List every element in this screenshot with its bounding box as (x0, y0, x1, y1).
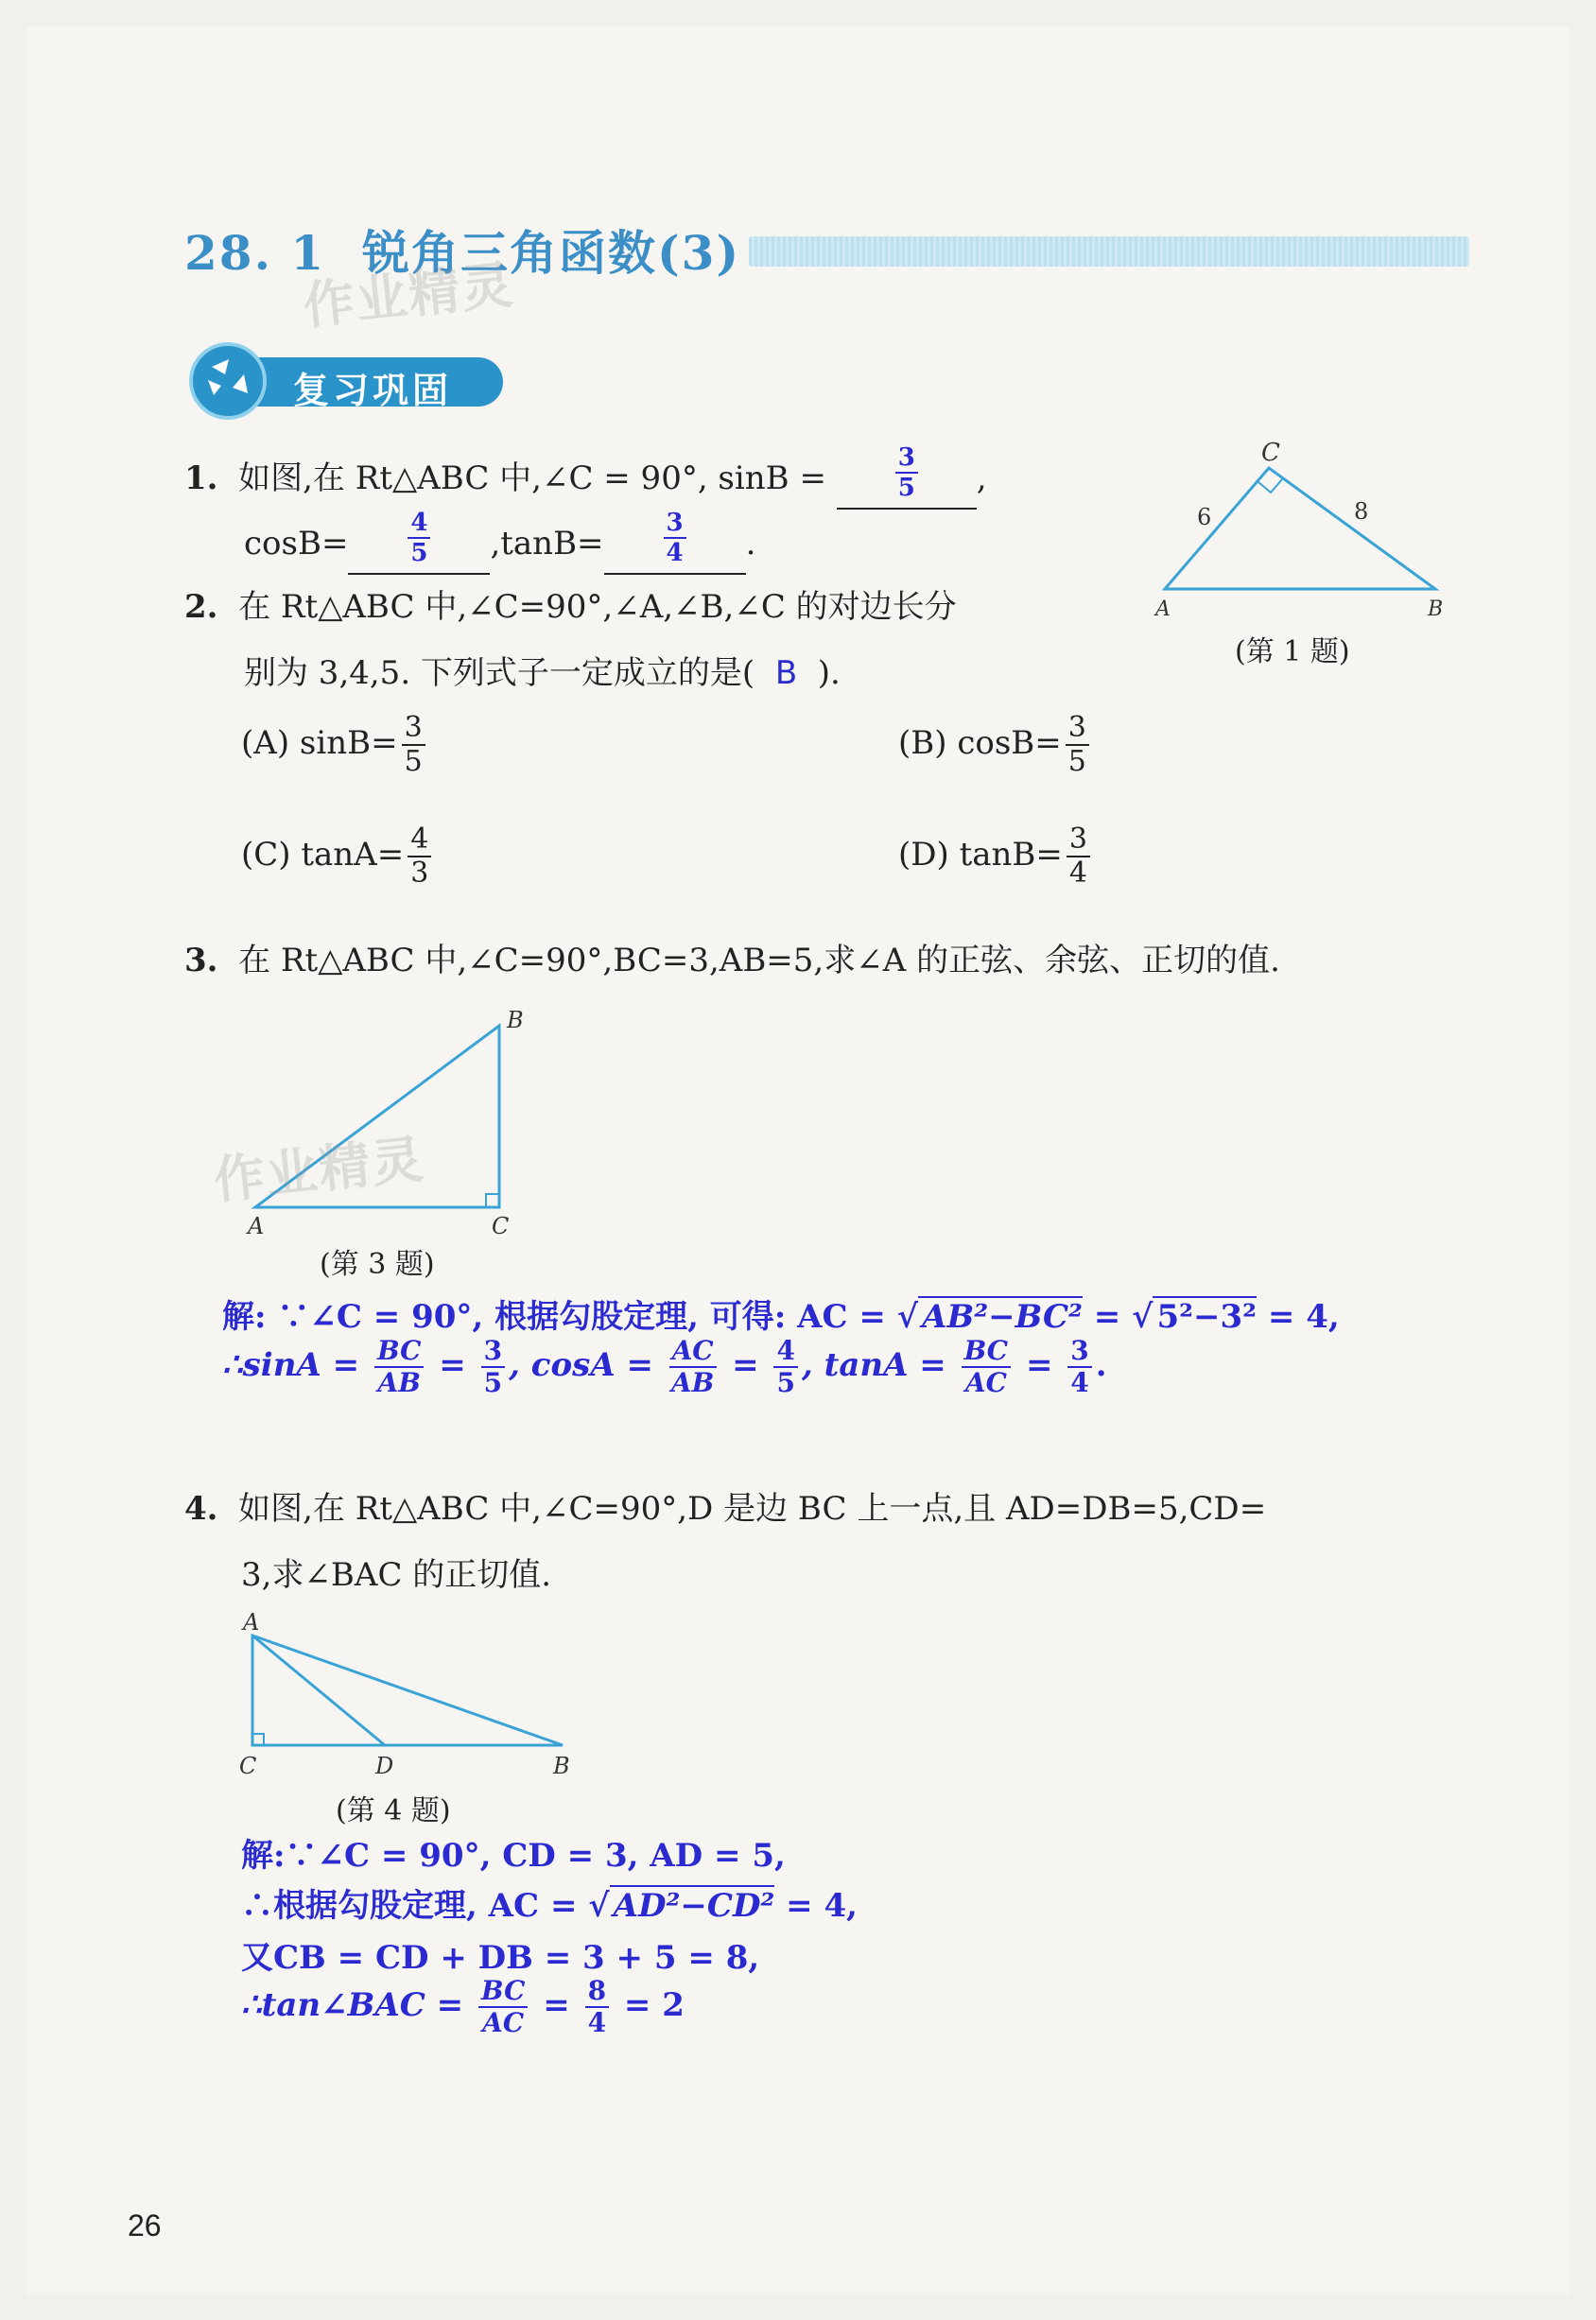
q4-figure (232, 1607, 591, 1777)
q1-side-cb: 8 (1354, 498, 1369, 525)
q4-right-angle-mark (252, 1734, 264, 1745)
q3-label-B: B (507, 1007, 524, 1033)
q2-option-a: (A) sinB= $\frac{3}{5}$ (241, 714, 429, 776)
q1-label-C: C (1261, 439, 1280, 467)
q1-sinB-blank: $\frac{3}{5}$ (837, 453, 977, 510)
title-decor-bar (749, 236, 1469, 267)
q2-answer: B (774, 654, 798, 692)
recycle-icon (193, 346, 263, 416)
q3-right-angle-mark (486, 1194, 499, 1207)
q3-solution-line2: ∴sinA = $\frac{BC}{AB}$ = $\frac{3}{5}$ , cosA = $\frac{AC}{AB}$ = $\frac{4}{5}$ , tanA = $\frac{BC}{AC}$ = $\frac{3}{4}$ . (222, 1335, 1107, 1398)
q4-label-A: A (243, 1609, 260, 1636)
q1-figure (1154, 430, 1475, 619)
q4-label-B: B (553, 1753, 570, 1777)
q4-triangle (252, 1636, 563, 1745)
q4-solution-line4: ∴tan∠BAC = $\frac{BC}{AC}$ = $\frac{8}{4}$ = 2 (241, 1975, 685, 2038)
q3-text: 3. 在 Rt△ABC 中,∠C=90°,BC=3,AB=5,求∠A 的正弦、余弦、正切的值. (184, 942, 1280, 979)
q1-line1: 1. 如图,在 Rt△ABC 中,∠C = 90°, sinB = $\frac{3}{5}$ , (184, 452, 987, 510)
q1-label-A: A (1155, 597, 1171, 619)
q1-cosB-blank: $\frac{4}{5}$ (348, 518, 490, 575)
q4-line1: 4. 如图,在 Rt△ABC 中,∠C=90°,D 是边 BC 上一点,且 AD=DB=5,CD= (184, 1490, 1267, 1528)
watermark-2: 作业精灵 (210, 1129, 428, 1211)
q2-line2: 别为 3,4,5. 下列式子一定成立的是( B ). (244, 654, 841, 692)
watermark: 作业精灵 (300, 254, 518, 337)
q2-option-b: (B) cosB= $\frac{3}{5}$ (898, 714, 1093, 776)
q4-solution-line1: 解:∵∠C = 90°, CD = 3, AD = 5, (241, 1837, 786, 1875)
section-title: 28. 1 锐角三角函数(3) (184, 225, 741, 281)
q3-solution-line1: 解: ∵∠C = 90°, 根据勾股定理, 可得: AC = √ AB²−BC² = √ 5²−3² = 4, (222, 1298, 1340, 1336)
q3-label-A: A (248, 1213, 265, 1239)
q2-option-c: (C) tanA= $\frac{4}{3}$ (241, 825, 435, 888)
q4-solution-line2: ∴根据勾股定理, AC = √ AD²−CD² = 4, (241, 1887, 858, 1925)
badge-icon (189, 342, 267, 420)
q1-tanB-blank: $\frac{3}{4}$ (604, 518, 746, 575)
q1-right-angle-mark (1258, 479, 1282, 493)
q1-caption: (第 1 题) (1235, 635, 1350, 668)
q4-label-C: C (239, 1753, 257, 1777)
q1-side-ac: 6 (1197, 504, 1212, 530)
q4-segment-ad (252, 1636, 385, 1745)
q4-line2: 3,求∠BAC 的正切值. (241, 1556, 552, 1594)
q3-label-C: C (492, 1213, 510, 1239)
q4-solution-line3: 又CB = CD + DB = 3 + 5 = 8, (241, 1939, 760, 1977)
badge-label: 复习巩固 (293, 370, 453, 411)
q3-caption: (第 3 题) (320, 1248, 435, 1281)
q2-option-d: (D) tanB= $\frac{3}{4}$ (898, 825, 1094, 888)
q1-label-B: B (1428, 597, 1444, 619)
q4-label-D: D (375, 1753, 394, 1777)
q2-line1: 2. 在 Rt△ABC 中,∠C=90°,∠A,∠B,∠C 的对边长分 (184, 588, 957, 626)
q1-line2: cosB= $\frac{4}{5}$ ,tanB= $\frac{3}{4}$ . (244, 518, 755, 575)
q4-caption: (第 4 题) (336, 1794, 451, 1827)
page-number: 26 (128, 2208, 162, 2242)
